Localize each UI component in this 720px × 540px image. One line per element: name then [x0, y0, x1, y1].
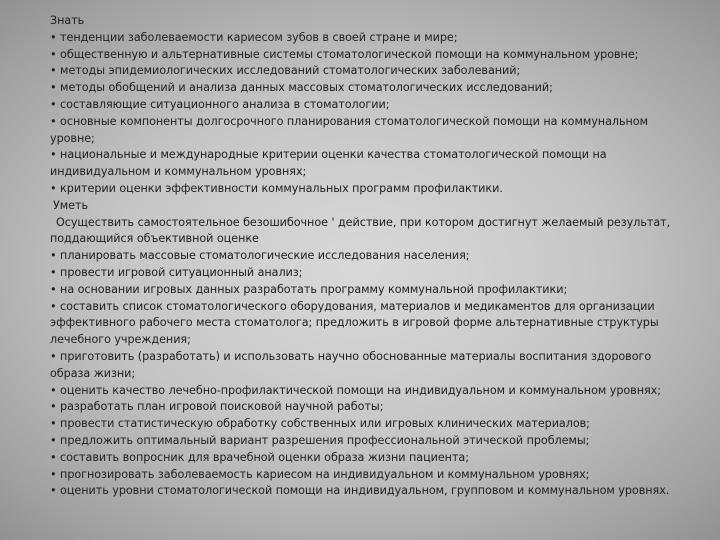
list-item: • оценить качество лечебно-профилактической помощи на индивидуальном и коммунальном уровнях;	[50, 383, 661, 397]
list-item: • провести статистическую обработку собственных или игровых клинических материалов;	[50, 417, 590, 431]
list-item: • оценить уровни стоматологической помощи на индивидуальном, групповом и коммунальном уровнях.	[50, 484, 670, 498]
list-item: • приготовить (разработать) и использовать научно обоснованные материалы воспитания здорового	[50, 349, 652, 363]
list-item-continuation: индивидуальном и коммунальном уровнях;	[50, 165, 307, 179]
list-item: • общественную и альтернативные системы стоматологической помощи на коммунальном уровне;	[50, 47, 639, 61]
heading-skills: Уметь	[53, 198, 89, 212]
list-item-continuation: эффективного рабочего места стоматолога; предложить в игровой форме альтернативные структуры	[50, 316, 659, 330]
paragraph-continuation: поддающийся объективной оценке	[50, 232, 259, 246]
list-item: • составить список стоматологического оборудования, материалов и медикаментов для организации	[50, 299, 655, 313]
slide-text-body	[50, 13, 686, 500]
list-item: • планировать массовые стоматологические исследования населения;	[50, 249, 470, 263]
heading-know: Знать	[50, 14, 85, 27]
list-item: • национальные и международные критерии оценки качества стоматологической помощи на	[50, 148, 607, 162]
list-item: • провести игровой ситуационный анализ;	[50, 265, 303, 279]
list-item-continuation: лечебного учреждения;	[50, 333, 191, 347]
list-item: • основные компоненты долгосрочного планирования стоматологической помощи на коммунальном	[50, 114, 648, 128]
list-item: • тенденции заболеваемости кариесом зубов в своей стране и мире;	[50, 30, 458, 44]
list-item: • прогнозировать заболеваемость кариесом на индивидуальном и коммунальном уровнях;	[50, 467, 590, 481]
list-item: • методы обобщений и анализа данных массовых стоматологических исследований;	[50, 81, 553, 95]
list-item-continuation: образа жизни;	[50, 366, 136, 380]
list-item-continuation: уровне;	[50, 131, 95, 145]
list-item: • составляющие ситуационного анализа в стоматологии;	[50, 97, 390, 111]
paragraph: Осуществить самостоятельное безошибочное ' действие, при котором достигнут желаемый результат,	[56, 215, 671, 229]
list-item: • разработать план игровой поисковой научной работы;	[50, 400, 384, 414]
list-item: • методы эпидемиологических исследований стоматологических заболеваний;	[50, 64, 521, 78]
list-item: • критерии оценки эффективности коммунальных программ профилактики.	[50, 181, 503, 195]
list-item: • составить вопросник для врачебной оценки образа жизни пациента;	[50, 450, 469, 464]
list-item: • предложить оптимальный вариант разрешения профессиональной этической проблемы;	[50, 433, 590, 447]
list-item: • на основании игровых данных разработать программу коммунальной профилактики;	[50, 282, 568, 296]
